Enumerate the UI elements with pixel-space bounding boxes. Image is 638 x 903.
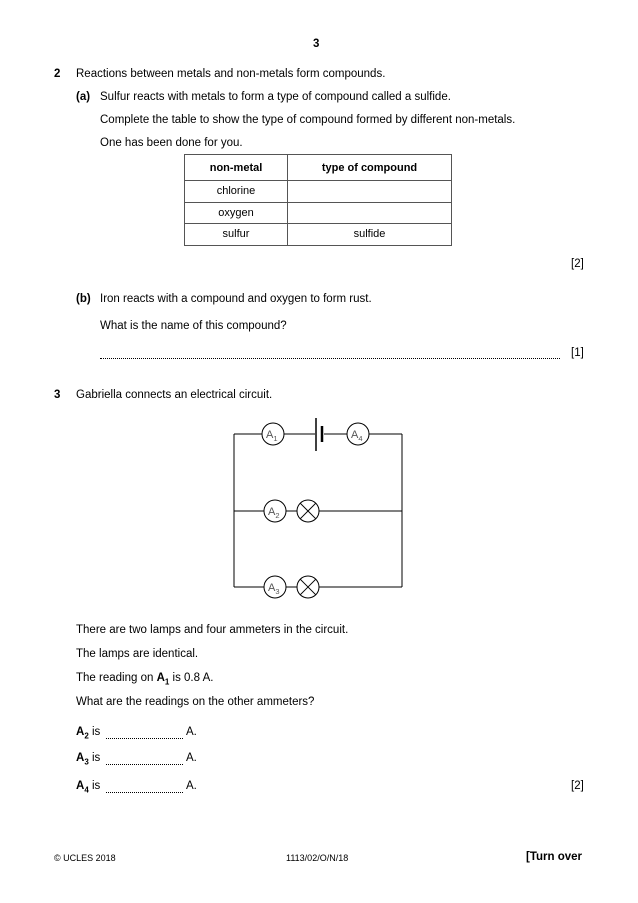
lamp-icon [297, 576, 319, 598]
footer-turn-over: [Turn over [526, 851, 583, 863]
page-number: 3 [313, 38, 320, 50]
part-b-line2: What is the name of this compound? [100, 320, 287, 332]
unit-a2: A. [186, 726, 197, 738]
part-a-label: (a) [76, 91, 91, 103]
ammeter-label: $A_2$ [268, 506, 280, 520]
part-a-line3: One has been done for you. [100, 137, 243, 149]
part-b-line1: Iron reacts with a compound and oxygen to form rust. [100, 293, 372, 305]
lamp-icon [297, 500, 319, 522]
question-2-number: 2 [54, 68, 61, 80]
part-b-label: (b) [76, 293, 91, 305]
answer-row-a2: $A_2$ is [76, 726, 101, 741]
table-cell-non-metal: sulfur [185, 224, 288, 246]
table-cell-compound: sulfide [288, 224, 452, 246]
answer-line-a3[interactable] [106, 764, 183, 765]
answer-line-a4[interactable] [106, 792, 183, 793]
ammeter-label: $A_3$ [268, 582, 280, 596]
cell-icon [316, 418, 322, 451]
part-a-line1: Sulfur reacts with metals to form a type of compound called a sulfide. [100, 91, 451, 103]
part-a-line2: Complete the table to show the type of compound formed by different non-metals. [100, 114, 516, 126]
question-3-line2: The lamps are identical. [76, 648, 199, 660]
answer-row-a4: $A_4$ is [76, 780, 101, 795]
question-3-stem: Gabriella connects an electrical circuit. [76, 389, 273, 401]
unit-a3: A. [186, 752, 197, 764]
question-3-line4: What are the readings on the other ammeters? [76, 696, 315, 708]
ammeter-label: $A_1$ [266, 429, 278, 443]
table-header: non-metal [185, 155, 288, 181]
question-3-marks: [2] [571, 780, 584, 792]
answer-row-a3: $A_3$ is [76, 752, 101, 767]
table-cell-non-metal: chlorine [185, 181, 288, 203]
footer-copyright: © UCLES 2018 [54, 853, 116, 863]
unit-a4: A. [186, 780, 197, 792]
question-3-line1: There are two lamps and four ammeters in the circuit. [76, 624, 349, 636]
ammeter-label: $A_4$ [351, 429, 363, 443]
table-cell-non-metal: oxygen [185, 202, 288, 224]
part-b-marks: [1] [571, 347, 584, 359]
part-a-marks: [2] [571, 258, 584, 270]
question-3-line3: The reading on $A_1$ is 0.8 A. [76, 672, 214, 687]
question-3-number: 3 [54, 389, 61, 401]
answer-line-a2[interactable] [106, 738, 183, 739]
footer-code: 1113/02/O/N/18 [286, 853, 349, 863]
table-header: type of compound [288, 155, 452, 181]
question-2-stem: Reactions between metals and non-metals form compounds. [76, 68, 386, 80]
